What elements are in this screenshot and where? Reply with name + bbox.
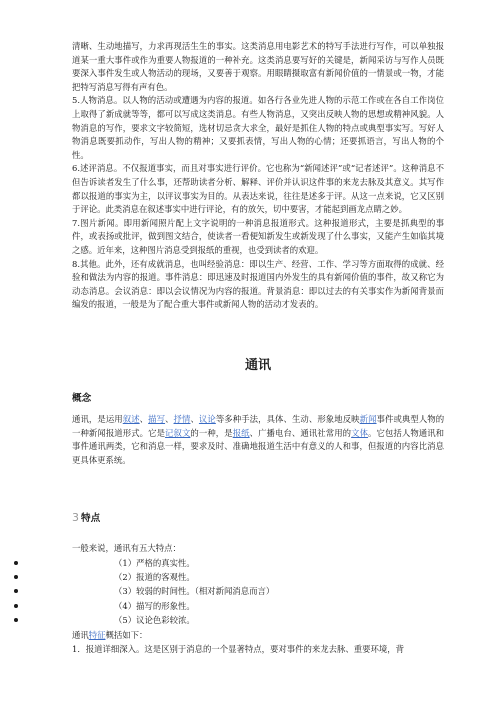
concept-text: 等多种手法，具体、生动、形象地反映 bbox=[215, 414, 360, 424]
concept-text: 、 bbox=[190, 414, 199, 424]
feature-text: （2）报道的客观性。 bbox=[114, 572, 195, 582]
concept-text: 的一种，是 bbox=[190, 427, 233, 438]
summary-text: 概括如下： bbox=[105, 629, 148, 640]
list-item bbox=[72, 556, 444, 570]
link-news[interactable]: 新闻 bbox=[359, 414, 377, 424]
link-style[interactable]: 文体 bbox=[351, 427, 369, 438]
features-list bbox=[72, 556, 444, 628]
link-narration[interactable]: 叙述 bbox=[122, 414, 140, 424]
link-description[interactable]: 描写 bbox=[148, 414, 166, 424]
concept-text: 、广播电台、通讯社常用的 bbox=[249, 427, 352, 438]
bullet-icon bbox=[14, 561, 18, 565]
concept-section bbox=[72, 413, 444, 467]
features-heading-text: 特点 bbox=[81, 513, 101, 524]
top-section bbox=[72, 40, 444, 312]
paragraph-feature-news-cont: 清晰、生动地描写，力求再现活生生的事实。这类消息用电影艺术的特写手法进行写作，可以单独报道某一重大事件或作为重要人物报道的一种补充。这类消息要写好的关键是，新闻采访与写作人员既要深入事件发生或人物活动的现场，又要善于观察。用眼睛摄取富有新闻价值的一情景或一物，才能把特写消息写得有声有色。 bbox=[72, 41, 444, 92]
link-feature[interactable]: 特征 bbox=[88, 629, 106, 640]
list-item bbox=[72, 584, 444, 598]
concept-text: 、 bbox=[165, 414, 174, 424]
summary-line bbox=[72, 629, 444, 643]
paragraph-commentary-news: 6.述评消息。不仅报道事实，而且对事实进行评价。它也称为“新闻述评”或“记者述评”。这种消息不但告诉读者发生了什么事，还帮助读者分析、解释、评价并认识这件事的来龙去脉及其意义。其写作都以报道的事实为主，以评议事实为目的。从表达来说，往往是述多于评。从这一点来说，它又区别于评论。此类消息在叙述事实中进行评论，有的放矢，切中要害，才能起到画龙点睛之妙。 bbox=[72, 163, 444, 215]
concept-text: 通讯，是运用 bbox=[72, 414, 123, 424]
bullet-icon bbox=[14, 575, 18, 579]
bullet-icon bbox=[14, 604, 18, 608]
list-item bbox=[72, 613, 444, 627]
concept-text: 、 bbox=[139, 414, 149, 424]
paragraph-person-news: 5.人物消息。以人物的活动或遭遇为内容的报道。如各行各业先进人物的示范工作或在各自工作岗位上取得了新成就等等，都可以写成这类消息。有些人物消息，又突出反映人物的思想或精神风貌。人物消息的写作，要求文字较简短，选材切忌贪大求全，最好是抓住人物的特点或典型事实写。写好人物消息既要抓动作，写出人物的精神；又要抓表情，写出人物的心情；还要抓语言，写出人物的个性。 bbox=[72, 95, 444, 160]
link-narrative-essay[interactable]: 记叙文 bbox=[165, 427, 191, 438]
feature-text: （3）较弱的时间性。（相对新闻消息而言） bbox=[114, 586, 275, 597]
point-one: 1．报道详细深入。这是区别于消息的一个显著特点，要对事件的来龙去脉、重要环境，背 bbox=[72, 644, 404, 655]
feature-text: （1）严格的真实性。 bbox=[114, 557, 195, 568]
concept-text: 事件或典型人物的一种新闻报道形式。它是 bbox=[72, 414, 445, 438]
article-title: 通讯 bbox=[244, 358, 271, 373]
bullet-icon bbox=[14, 589, 18, 593]
paragraph-other-news: 8.其他。此外，还有成就消息，也叫经验消息：即以生产、经营、工作、学习等方面取得的成就、经验和做法为内容的报道。事件消息：即迅速及时报道国内外发生的具有新闻价值的事件，故又称它为动态消息。会议消息：即以会议情况为内容的报道。背景消息：即以过去的有关事实作为新闻背景而编发的报道，一般是为了配合重大事件或新闻人物的活动才发表的。 bbox=[72, 258, 444, 310]
list-item bbox=[72, 570, 444, 584]
concept-text: 。它包括人物通讯和事件通讯两类，它和消息一样，要求及时、准确地报道生活中有意义的人和事，但报道的内容比消息更具体更系统。 bbox=[72, 427, 445, 465]
summary-text: 通讯 bbox=[72, 629, 89, 640]
link-newspaper[interactable]: 报纸 bbox=[232, 427, 250, 438]
bullet-icon bbox=[14, 618, 18, 622]
features-intro: 一般来说，通讯有五大特点： bbox=[72, 543, 181, 553]
concept-paragraph bbox=[72, 413, 444, 467]
concept-heading: 概念 bbox=[72, 393, 92, 404]
link-lyric[interactable]: 抒情 bbox=[173, 414, 191, 424]
section-number: 3 bbox=[72, 511, 79, 524]
feature-text: （4）描写的形象性。 bbox=[114, 600, 195, 611]
list-item bbox=[72, 599, 444, 613]
link-argument[interactable]: 议论 bbox=[198, 414, 216, 424]
feature-text: （5）议论色彩较浓。 bbox=[114, 615, 195, 626]
features-heading bbox=[72, 510, 100, 524]
features-section bbox=[72, 542, 444, 657]
paragraph-photo-news: 7.图片新闻。即用新闻照片配上文字说明的一种消息报道形式。这种报道形式，主要是抓典型的事件，或表扬或批评，做到图文结合，使读者一看便知新发生或新发现了什么事实，又能产生如临其境之感。近年来，这种图片消息受到报纸的重视，也受到读者的欢迎。 bbox=[72, 217, 444, 255]
